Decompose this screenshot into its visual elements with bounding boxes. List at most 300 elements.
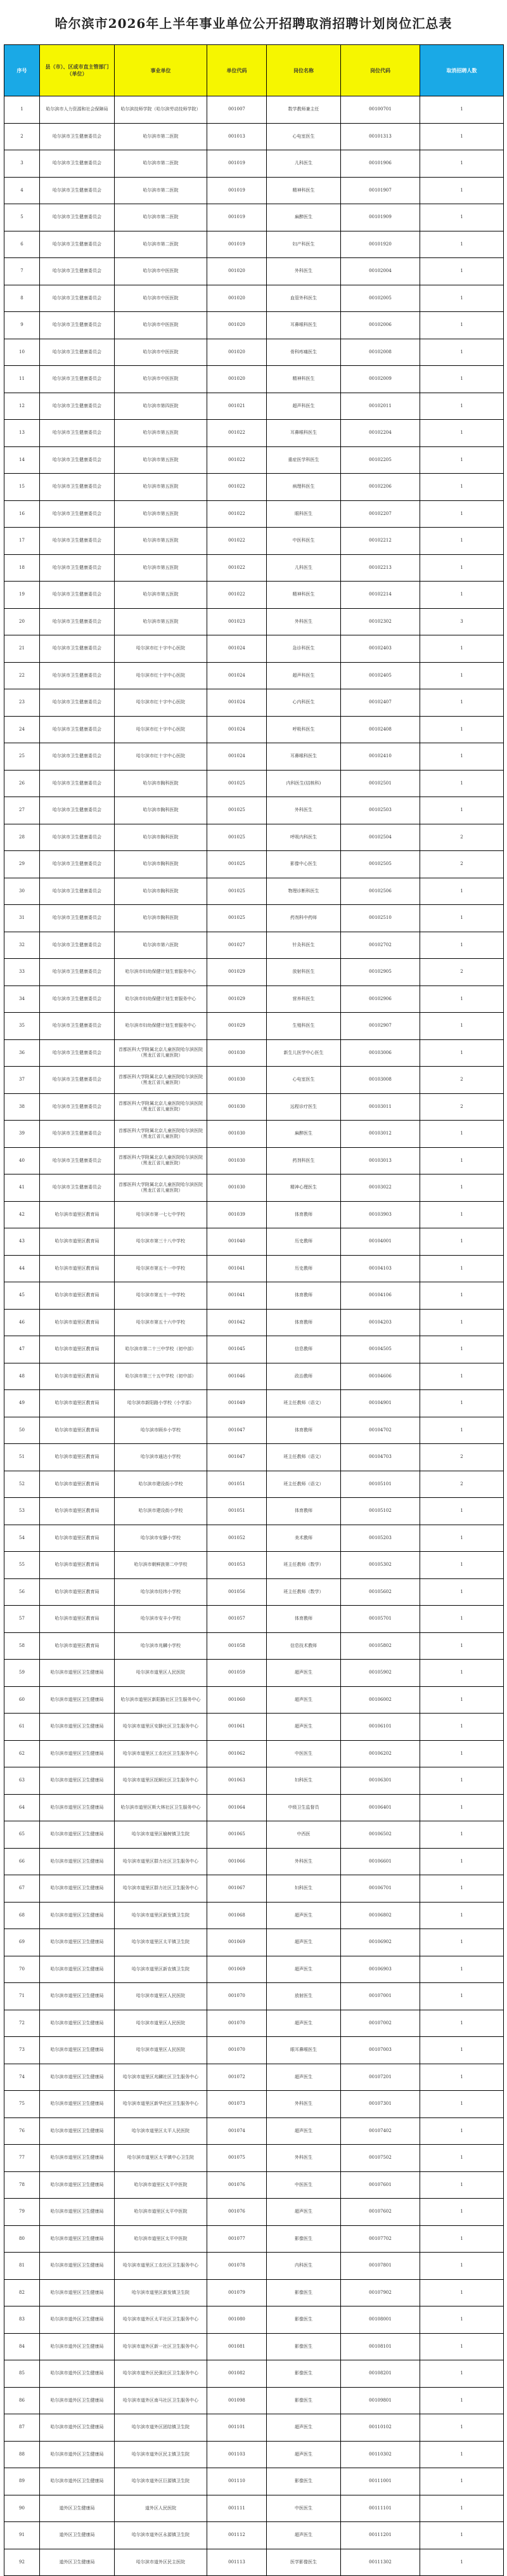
cell-index: 59 (4, 1660, 40, 1687)
cell-department: 哈尔滨市道里区教育局 (40, 1228, 115, 1256)
cell-department: 哈尔滨市道里区教育局 (40, 1282, 115, 1310)
cell-index: 91 (4, 2522, 40, 2549)
cell-cancel-count: 1 (420, 716, 504, 743)
header-index: 序号 (4, 45, 40, 96)
cell-index: 56 (4, 1578, 40, 1606)
cell-department: 哈尔滨市卫生健康委员会 (40, 905, 115, 932)
cell-unit-code: 001113 (207, 2549, 267, 2576)
cell-department: 哈尔滨市道里区教育局 (40, 1525, 115, 1552)
cell-unit: 哈尔滨市中医医院 (115, 339, 207, 366)
cell-post-name: 影像医生 (267, 2468, 341, 2495)
cell-unit: 哈尔滨市第五医院 (115, 474, 207, 501)
cell-index: 46 (4, 1309, 40, 1336)
cell-unit: 哈尔滨市道外区民主镇卫生院 (115, 2441, 207, 2468)
cell-unit: 哈尔滨市红十字中心医院 (115, 716, 207, 743)
cell-department: 哈尔滨市卫生健康委员会 (40, 878, 115, 905)
cell-department: 哈尔滨市卫生健康委员会 (40, 932, 115, 959)
cell-department: 哈尔滨市卫生健康委员会 (40, 635, 115, 663)
cell-cancel-count: 1 (420, 2064, 504, 2091)
cell-post-name: 妇科医生 (267, 1875, 341, 1903)
recruitment-table (4, 44, 504, 2576)
cell-unit: 哈尔滨市第五医院 (115, 554, 207, 582)
cell-cancel-count: 2 (420, 851, 504, 878)
cell-unit: 哈尔滨市道外区永源镇卫生院 (115, 2522, 207, 2549)
cell-cancel-count: 1 (420, 2225, 504, 2253)
cell-index: 9 (4, 312, 40, 339)
cell-unit-code: 001061 (207, 1714, 267, 1741)
cell-unit: 哈尔滨市第二医院 (115, 123, 207, 150)
cell-unit-code: 001047 (207, 1444, 267, 1471)
cell-unit-code: 001025 (207, 905, 267, 932)
cell-unit: 哈尔滨市第二医院 (115, 150, 207, 178)
cell-department: 哈尔滨市卫生健康委员会 (40, 500, 115, 528)
cell-index: 1 (4, 96, 40, 124)
cell-post-code: 00107003 (341, 2037, 420, 2064)
cell-post-name: 超声医生 (267, 1929, 341, 1956)
cell-post-code: 00102505 (341, 851, 420, 878)
cell-department: 哈尔滨市道里区教育局 (40, 1336, 115, 1363)
table-row (4, 1039, 504, 1067)
cell-department: 哈尔滨市卫生健康委员会 (40, 474, 115, 501)
cell-index: 84 (4, 2333, 40, 2360)
cell-post-name: 班主任教师（数学） (267, 1578, 341, 1606)
cell-department: 哈尔滨市道里区卫生健康局 (40, 1875, 115, 1903)
cell-cancel-count: 1 (420, 1417, 504, 1444)
cell-cancel-count: 1 (420, 1201, 504, 1228)
cell-post-name: 中医医生 (267, 2171, 341, 2199)
table-row (4, 797, 504, 824)
cell-cancel-count: 1 (420, 2333, 504, 2360)
cell-post-name: 体育教师 (267, 1201, 341, 1228)
cell-index: 63 (4, 1767, 40, 1795)
table-row (4, 1660, 504, 1687)
cell-post-name: 超声医生 (267, 2414, 341, 2442)
cell-cancel-count: 1 (420, 635, 504, 663)
cell-unit: 哈尔滨市红十字中心医院 (115, 689, 207, 717)
cell-post-code: 00102011 (341, 393, 420, 420)
cell-post-code: 00108201 (341, 2360, 420, 2388)
cell-index: 51 (4, 1444, 40, 1471)
cell-post-code: 00105802 (341, 1632, 420, 1660)
cell-post-name: 外科医生 (267, 608, 341, 635)
cell-unit-code: 001075 (207, 2145, 267, 2172)
table-row (4, 1552, 504, 1579)
cell-department: 哈尔滨市道里区卫生健康局 (40, 2064, 115, 2091)
cell-cancel-count: 1 (420, 366, 504, 393)
cell-unit-code: 001024 (207, 635, 267, 663)
cell-unit: 哈尔滨市道里区群力社区卫生服务中心 (115, 1875, 207, 1903)
table-row (4, 2522, 504, 2549)
cell-cancel-count: 1 (420, 474, 504, 501)
cell-unit-code: 001078 (207, 2253, 267, 2280)
cell-unit: 哈尔滨市道里区新华社区卫生服务中心 (115, 2091, 207, 2118)
cell-cancel-count: 1 (420, 1498, 504, 1525)
table-row (4, 824, 504, 851)
cell-post-name: 班主任教师（语文） (267, 1444, 341, 1471)
table-row (4, 635, 504, 663)
cell-post-code: 00102907 (341, 1013, 420, 1040)
cell-post-name: 呼吸内科医生 (267, 824, 341, 851)
table-row (4, 177, 504, 204)
cell-department: 哈尔滨市卫生健康委员会 (40, 312, 115, 339)
cell-post-name: 超声医生 (267, 2117, 341, 2145)
cell-post-name: 班主任教师（语文） (267, 1471, 341, 1498)
cell-index: 34 (4, 986, 40, 1013)
cell-cancel-count: 1 (420, 1578, 504, 1606)
cell-post-name: 数学教师兼主任 (267, 96, 341, 124)
cell-unit-code: 001020 (207, 339, 267, 366)
cell-department: 哈尔滨市卫生健康委员会 (40, 528, 115, 555)
cell-cancel-count: 1 (420, 177, 504, 204)
header-row (4, 45, 504, 96)
cell-post-code: 00104505 (341, 1336, 420, 1363)
cell-department: 哈尔滨市道里区卫生健康局 (40, 2171, 115, 2199)
cell-unit-code: 001022 (207, 500, 267, 528)
cell-post-name: 超声医生 (267, 1902, 341, 1929)
table-row (4, 878, 504, 905)
cell-index: 32 (4, 932, 40, 959)
cell-cancel-count: 1 (420, 1767, 504, 1795)
table-row (4, 1390, 504, 1417)
cell-department: 哈尔滨市道里区教育局 (40, 1471, 115, 1498)
cell-cancel-count: 1 (420, 1929, 504, 1956)
cell-department: 哈尔滨市卫生健康委员会 (40, 339, 115, 366)
cell-post-code: 00102702 (341, 932, 420, 959)
cell-unit-code: 001076 (207, 2199, 267, 2226)
table-row (4, 1578, 504, 1606)
cell-cancel-count: 1 (420, 528, 504, 555)
cell-index: 55 (4, 1552, 40, 1579)
cell-unit-code: 001074 (207, 2117, 267, 2145)
cell-department: 哈尔滨市道里区教育局 (40, 1255, 115, 1282)
cell-cancel-count: 1 (420, 905, 504, 932)
cell-unit: 哈尔滨市安静小学校 (115, 1525, 207, 1552)
table-row (4, 2333, 504, 2360)
cell-post-name: 心电室医生 (267, 1067, 341, 1094)
cell-cancel-count: 1 (420, 2522, 504, 2549)
cell-cancel-count: 1 (420, 258, 504, 285)
table-row (4, 1174, 504, 1202)
cell-unit-code: 001007 (207, 96, 267, 124)
cell-unit: 哈尔滨市胸科医院 (115, 797, 207, 824)
cell-unit-code: 001040 (207, 1228, 267, 1256)
cell-cancel-count: 2 (420, 1093, 504, 1121)
cell-index: 61 (4, 1714, 40, 1741)
cell-cancel-count: 1 (420, 770, 504, 797)
cell-unit: 哈尔滨市道里区安静社区卫生服务中心 (115, 1714, 207, 1741)
table-row (4, 608, 504, 635)
cell-department: 哈尔滨市道里区卫生健康局 (40, 1902, 115, 1929)
cell-unit-code: 001020 (207, 285, 267, 312)
cell-unit-code: 001081 (207, 2333, 267, 2360)
cell-cancel-count: 1 (420, 1902, 504, 1929)
cell-index: 42 (4, 1201, 40, 1228)
cell-post-name: 心内科医生 (267, 689, 341, 717)
cell-cancel-count: 1 (420, 1147, 504, 1174)
table-row (4, 1147, 504, 1174)
cell-index: 2 (4, 123, 40, 150)
cell-department: 道外区卫生健康局 (40, 2495, 115, 2522)
cell-cancel-count: 1 (420, 285, 504, 312)
cell-post-name: 麻醉医生 (267, 204, 341, 231)
cell-unit: 哈尔滨市第二十三中学校（初中部） (115, 1336, 207, 1363)
cell-unit: 哈尔滨市道里区新发镇卫生院 (115, 1902, 207, 1929)
cell-department: 哈尔滨市道里区卫生健康局 (40, 2199, 115, 2226)
cell-post-name: 病理科医生 (267, 474, 341, 501)
cell-unit-code: 001062 (207, 1740, 267, 1767)
table-row (4, 1444, 504, 1471)
cell-unit-code: 001051 (207, 1498, 267, 1525)
cell-post-code: 00102506 (341, 878, 420, 905)
cell-post-code: 00106601 (341, 1848, 420, 1875)
cell-department: 哈尔滨市道里区教育局 (40, 1498, 115, 1525)
cell-unit-code: 001019 (207, 204, 267, 231)
cell-cancel-count: 1 (420, 2010, 504, 2037)
cell-cancel-count: 1 (420, 2279, 504, 2306)
table-row (4, 2225, 504, 2253)
cell-index: 71 (4, 1983, 40, 2010)
cell-post-code: 00106701 (341, 1875, 420, 1903)
cell-post-code: 00106101 (341, 1714, 420, 1741)
cell-unit: 哈尔滨市道里区太平人民医院 (115, 2117, 207, 2145)
cell-index: 7 (4, 258, 40, 285)
cell-department: 哈尔滨市道里区卫生健康局 (40, 2117, 115, 2145)
cell-department: 哈尔滨市卫生健康委员会 (40, 582, 115, 609)
cell-cancel-count: 1 (420, 2199, 504, 2226)
cell-unit: 哈尔滨市道里区人民医院 (115, 2010, 207, 2037)
cell-index: 53 (4, 1498, 40, 1525)
cell-department: 哈尔滨市道里区卫生健康局 (40, 1983, 115, 2010)
cell-unit: 哈尔滨市第二医院 (115, 177, 207, 204)
cell-index: 37 (4, 1067, 40, 1094)
cell-cancel-count: 2 (420, 1067, 504, 1094)
table-row (4, 339, 504, 366)
cell-post-name: 内科医生 (267, 2253, 341, 2280)
cell-index: 70 (4, 1956, 40, 1983)
cell-unit-code: 001047 (207, 1417, 267, 1444)
cell-index: 22 (4, 662, 40, 689)
cell-cancel-count: 1 (420, 2360, 504, 2388)
cell-post-code: 00102204 (341, 420, 420, 447)
cell-post-name: 超声医生 (267, 2199, 341, 2226)
page-title: 哈尔滨市2026年上半年事业单位公开招聘取消招聘计划岗位汇总表 (55, 15, 452, 31)
cell-unit-code: 001056 (207, 1578, 267, 1606)
cell-unit: 哈尔滨市中医医院 (115, 258, 207, 285)
cell-post-code: 00102005 (341, 285, 420, 312)
cell-unit-code: 001024 (207, 743, 267, 771)
cell-post-name: 班主任教师（语文） (267, 1390, 341, 1417)
cell-post-name: 超声医生 (267, 1714, 341, 1741)
cell-index: 28 (4, 824, 40, 851)
cell-cancel-count: 1 (420, 1821, 504, 1849)
cell-index: 16 (4, 500, 40, 528)
table-row (4, 2010, 504, 2037)
cell-index: 62 (4, 1740, 40, 1767)
cell-post-code: 00102006 (341, 312, 420, 339)
cell-cancel-count: 2 (420, 959, 504, 986)
cell-cancel-count: 1 (420, 1363, 504, 1390)
table-row (4, 500, 504, 528)
cell-unit-code: 001030 (207, 1093, 267, 1121)
cell-index: 74 (4, 2064, 40, 2091)
cell-unit: 哈尔滨市朝鲜族第二中学校 (115, 1552, 207, 1579)
cell-post-name: 重症医学科医生 (267, 446, 341, 474)
cell-index: 14 (4, 446, 40, 474)
cell-post-name: 麻醉医生 (267, 1121, 341, 1148)
cell-unit-code: 001072 (207, 2064, 267, 2091)
cell-unit: 哈尔滨市道里区人民医院 (115, 2037, 207, 2064)
cell-unit-code: 001022 (207, 474, 267, 501)
cell-unit-code: 001025 (207, 851, 267, 878)
cell-unit-code: 001041 (207, 1282, 267, 1310)
cell-post-code: 00105302 (341, 1552, 420, 1579)
cell-cancel-count: 1 (420, 1660, 504, 1687)
cell-unit: 首都医科大学附属北京儿童医院哈尔滨医院（黑龙江省儿童医院） (115, 1121, 207, 1148)
cell-index: 17 (4, 528, 40, 555)
table-row (4, 1606, 504, 1633)
table-row (4, 2414, 504, 2442)
cell-unit-code: 001077 (207, 2225, 267, 2253)
cell-department: 哈尔滨市道里区教育局 (40, 1363, 115, 1390)
cell-index: 57 (4, 1606, 40, 1633)
table-row (4, 2306, 504, 2334)
cell-department: 哈尔滨市卫生健康委员会 (40, 420, 115, 447)
header-post-code: 岗位代码 (341, 45, 420, 96)
cell-department: 哈尔滨市人力资源和社会保障局 (40, 96, 115, 124)
cell-unit-code: 001051 (207, 1471, 267, 1498)
cell-index: 73 (4, 2037, 40, 2064)
cell-post-code: 00101909 (341, 204, 420, 231)
cell-unit-code: 001101 (207, 2414, 267, 2442)
table-row (4, 1983, 504, 2010)
table-row (4, 932, 504, 959)
cell-post-code: 00103012 (341, 1121, 420, 1148)
cell-post-code: 00110302 (341, 2441, 420, 2468)
cell-department: 哈尔滨市卫生健康委员会 (40, 554, 115, 582)
cell-department: 哈尔滨市道里区教育局 (40, 1578, 115, 1606)
cell-unit: 哈尔滨市道里区太平镇卫生院 (115, 1929, 207, 1956)
cell-unit: 哈尔滨市道里区工农社区卫生服务中心 (115, 2253, 207, 2280)
cell-post-name: 超声医生 (267, 1686, 341, 1714)
cell-index: 69 (4, 1929, 40, 1956)
cell-post-name: 血管外科医生 (267, 285, 341, 312)
table-row (4, 1686, 504, 1714)
table-row (4, 285, 504, 312)
cell-cancel-count: 2 (420, 1444, 504, 1471)
cell-cancel-count: 1 (420, 204, 504, 231)
cell-post-name: 耳鼻喉科医生 (267, 312, 341, 339)
cell-unit: 哈尔滨市妇幼保健计划生育服务中心 (115, 986, 207, 1013)
table-row (4, 1093, 504, 1121)
cell-unit: 哈尔滨市道里区群力社区卫生服务中心 (115, 1848, 207, 1875)
cell-cancel-count: 1 (420, 1255, 504, 1282)
cell-post-code: 00105101 (341, 1471, 420, 1498)
cell-post-code: 00104703 (341, 1444, 420, 1471)
cell-post-code: 00104203 (341, 1309, 420, 1336)
cell-post-name: 放射医生 (267, 1983, 341, 2010)
cell-post-name: 体育教师 (267, 1606, 341, 1633)
cell-index: 30 (4, 878, 40, 905)
cell-index: 3 (4, 150, 40, 178)
cell-post-name: 体育教师 (267, 1417, 341, 1444)
table-row (4, 2117, 504, 2145)
cell-index: 44 (4, 1255, 40, 1282)
cell-post-name: 历史教师 (267, 1228, 341, 1256)
table-row (4, 1417, 504, 1444)
cell-post-name: 超声医生 (267, 2064, 341, 2091)
cell-unit: 哈尔滨市第五医院 (115, 446, 207, 474)
cell-cancel-count: 1 (420, 1848, 504, 1875)
table-row (4, 2279, 504, 2306)
cell-index: 75 (4, 2091, 40, 2118)
table-row (4, 420, 504, 447)
cell-department: 哈尔滨市卫生健康委员会 (40, 1174, 115, 1202)
cell-department: 道外区卫生健康局 (40, 2522, 115, 2549)
cell-cancel-count: 1 (420, 1606, 504, 1633)
cell-department: 哈尔滨市道里区卫生健康局 (40, 1956, 115, 1983)
cell-unit-code: 001042 (207, 1309, 267, 1336)
table-row (4, 959, 504, 986)
cell-unit-code: 001098 (207, 2387, 267, 2414)
cell-index: 64 (4, 1794, 40, 1821)
cell-post-code: 00104103 (341, 1255, 420, 1282)
cell-index: 26 (4, 770, 40, 797)
table-row (4, 770, 504, 797)
cell-department: 哈尔滨市道里区卫生健康局 (40, 2037, 115, 2064)
cell-post-name: 超声医生 (267, 1956, 341, 1983)
cell-post-name: 超声医生 (267, 2441, 341, 2468)
cell-department: 哈尔滨市道里区卫生健康局 (40, 1929, 115, 1956)
table-row (4, 986, 504, 1013)
cell-department: 哈尔滨市道里区卫生健康局 (40, 1740, 115, 1767)
cell-post-code: 00107801 (341, 2253, 420, 2280)
cell-post-name: 超声医生 (267, 2522, 341, 2549)
cell-department: 哈尔滨市道外区卫生健康局 (40, 2333, 115, 2360)
cell-department: 哈尔滨市卫生健康委员会 (40, 1147, 115, 1174)
cell-index: 90 (4, 2495, 40, 2522)
cell-department: 哈尔滨市道里区教育局 (40, 1444, 115, 1471)
cell-unit: 哈尔滨市第一七七中学校 (115, 1201, 207, 1228)
cell-unit: 首都医科大学附属北京儿童医院哈尔滨医院（黑龙江省儿童医院） (115, 1039, 207, 1067)
cell-unit-code: 001052 (207, 1525, 267, 1552)
cell-unit-code: 001058 (207, 1632, 267, 1660)
cell-post-name: 外科医生 (267, 2145, 341, 2172)
cell-department: 哈尔滨市道里区教育局 (40, 1552, 115, 1579)
cell-index: 85 (4, 2360, 40, 2388)
cell-unit-code: 001069 (207, 1929, 267, 1956)
cell-unit-code: 001013 (207, 123, 267, 150)
cell-post-code: 00108001 (341, 2306, 420, 2334)
cell-post-name: 外科医生 (267, 797, 341, 824)
cell-index: 80 (4, 2225, 40, 2253)
cell-cancel-count: 1 (420, 123, 504, 150)
cell-index: 35 (4, 1013, 40, 1040)
cell-post-name: 物理诊断科医生 (267, 878, 341, 905)
cell-index: 33 (4, 959, 40, 986)
cell-unit: 哈尔滨市道外区团结镇卫生院 (115, 2414, 207, 2442)
cell-unit: 哈尔滨市道外区巨源镇卫生院 (115, 2468, 207, 2495)
cell-unit: 哈尔滨市道里区新发镇卫生院 (115, 2279, 207, 2306)
table-row (4, 1201, 504, 1228)
cell-post-name: 历史教师 (267, 1255, 341, 1282)
cell-index: 8 (4, 285, 40, 312)
cell-post-name: 急诊科医生 (267, 635, 341, 663)
cell-unit-code: 001024 (207, 716, 267, 743)
cell-cancel-count: 2 (420, 1471, 504, 1498)
cell-department: 哈尔滨市道里区教育局 (40, 1201, 115, 1228)
cell-department: 哈尔滨市道里区卫生健康局 (40, 1660, 115, 1687)
cell-cancel-count: 1 (420, 1228, 504, 1256)
